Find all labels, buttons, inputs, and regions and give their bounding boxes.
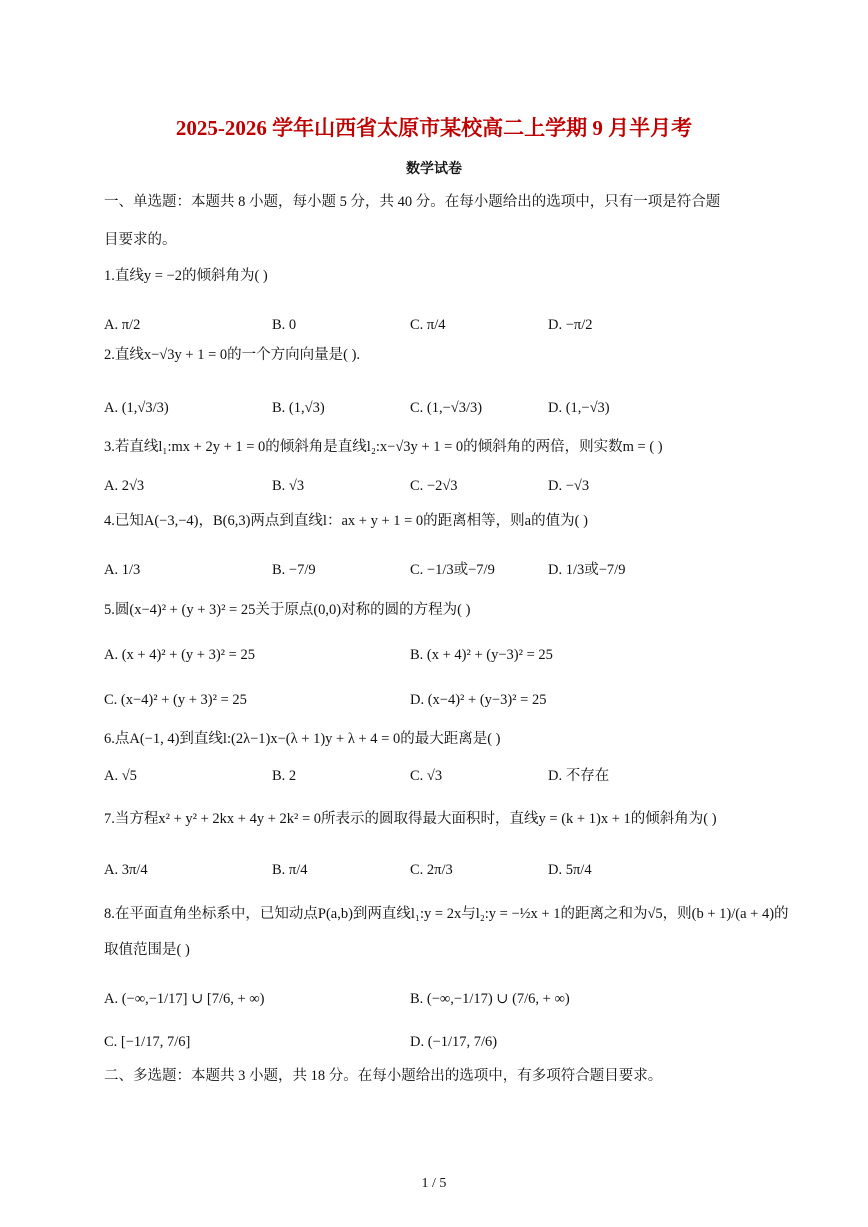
section-heading-single-choice-cont: 目要求的。 (104, 232, 177, 248)
question-stem: 6.点A(−1, 4)到直线l:(2λ−1)x−(λ + 1)y + λ + 4 = 0的最大距离是( ) (104, 731, 501, 747)
section-heading-multiple-choice: 二、多选题：本题共 3 小题，共 18 分。在每小题给出的选项中，有多项符合题目要求。 (104, 1068, 663, 1084)
option-c: C. 2π/3 (410, 862, 453, 878)
option-b: B. 2 (272, 768, 297, 784)
question-stem: 7.当方程x² + y² + 2kx + 4y + 2k² = 0所表示的圆取得最大面积时，直线y = (k + 1)x + 1的倾斜角为( ) (104, 811, 717, 827)
option-d: D. 不存在 (548, 768, 610, 784)
option-d: D. −√3 (548, 478, 590, 494)
section-heading-single-choice: 一、单选题：本题共 8 小题，每小题 5 分，共 40 分。在每小题给出的选项中，只有一项是符合题 (104, 194, 721, 210)
option-c: C. [−1/17, 7/6] (104, 1034, 191, 1050)
question-stem-cont: 取值范围是( ) (104, 942, 190, 958)
question-stem: 2.直线x−√3y + 1 = 0的一个方向向量是( ). (104, 347, 361, 363)
option-b: B. (−∞,−1/17) ∪ (7/6, + ∞) (410, 991, 570, 1007)
option-c: C. √3 (410, 768, 443, 784)
option-b: B. π/4 (272, 862, 308, 878)
option-d: D. −π/2 (548, 317, 593, 333)
option-b: B. √3 (272, 478, 305, 494)
option-c: C. π/4 (410, 317, 446, 333)
option-a: A. π/2 (104, 317, 141, 333)
question-stem: 3.若直线l₁:mx + 2y + 1 = 0的倾斜角是直线l₂:x−√3y + 1 = 0的倾斜角的两倍，则实数m = ( ) (104, 439, 663, 455)
option-c: C. −1/3或−7/9 (410, 562, 495, 578)
option-b: B. (1,√3) (272, 400, 325, 416)
option-a: A. 2√3 (104, 478, 145, 494)
option-a: A. (−∞,−1/17] ∪ [7/6, + ∞) (104, 991, 265, 1007)
option-a: A. (1,√3/3) (104, 400, 169, 416)
option-d: D. 5π/4 (548, 862, 592, 878)
option-a: A. 3π/4 (104, 862, 148, 878)
option-d: D. (x−4)² + (y−3)² = 25 (410, 692, 547, 708)
option-d: D. 1/3或−7/9 (548, 562, 626, 578)
document-subtitle: 数学试卷 (406, 162, 462, 177)
question-stem: 5.圆(x−4)² + (y + 3)² = 25关于原点(0,0)对称的圆的方程为( ) (104, 602, 471, 618)
question-stem: 8.在平面直角坐标系中，已知动点P(a,b)到两直线l₁:y = 2x与l₂:y = −½x + 1的距离之和为√5，则(b + 1)/(a + 4)的 (104, 906, 789, 922)
option-c: C. (x−4)² + (y + 3)² = 25 (104, 692, 247, 708)
option-b: B. −7/9 (272, 562, 316, 578)
option-d: D. (−1/17, 7/6) (410, 1034, 498, 1050)
option-d: D. (1,−√3) (548, 400, 610, 416)
option-a: A. 1/3 (104, 562, 141, 578)
page-number: 1 / 5 (421, 1176, 447, 1191)
option-c: C. (1,−√3/3) (410, 400, 483, 416)
question-stem: 4.已知A(−3,−4)，B(6,3)两点到直线l：ax + y + 1 = 0的距离相等，则a的值为( ) (104, 513, 588, 529)
option-b: B. 0 (272, 317, 297, 333)
question-stem: 1.直线y = −2的倾斜角为( ) (104, 268, 268, 284)
option-b: B. (x + 4)² + (y−3)² = 25 (410, 647, 553, 663)
option-a: A. √5 (104, 768, 137, 784)
option-c: C. −2√3 (410, 478, 458, 494)
option-a: A. (x + 4)² + (y + 3)² = 25 (104, 647, 255, 663)
document-title: 2025-2026 学年山西省太原市某校高二上学期 9 月半月考 (175, 116, 693, 140)
